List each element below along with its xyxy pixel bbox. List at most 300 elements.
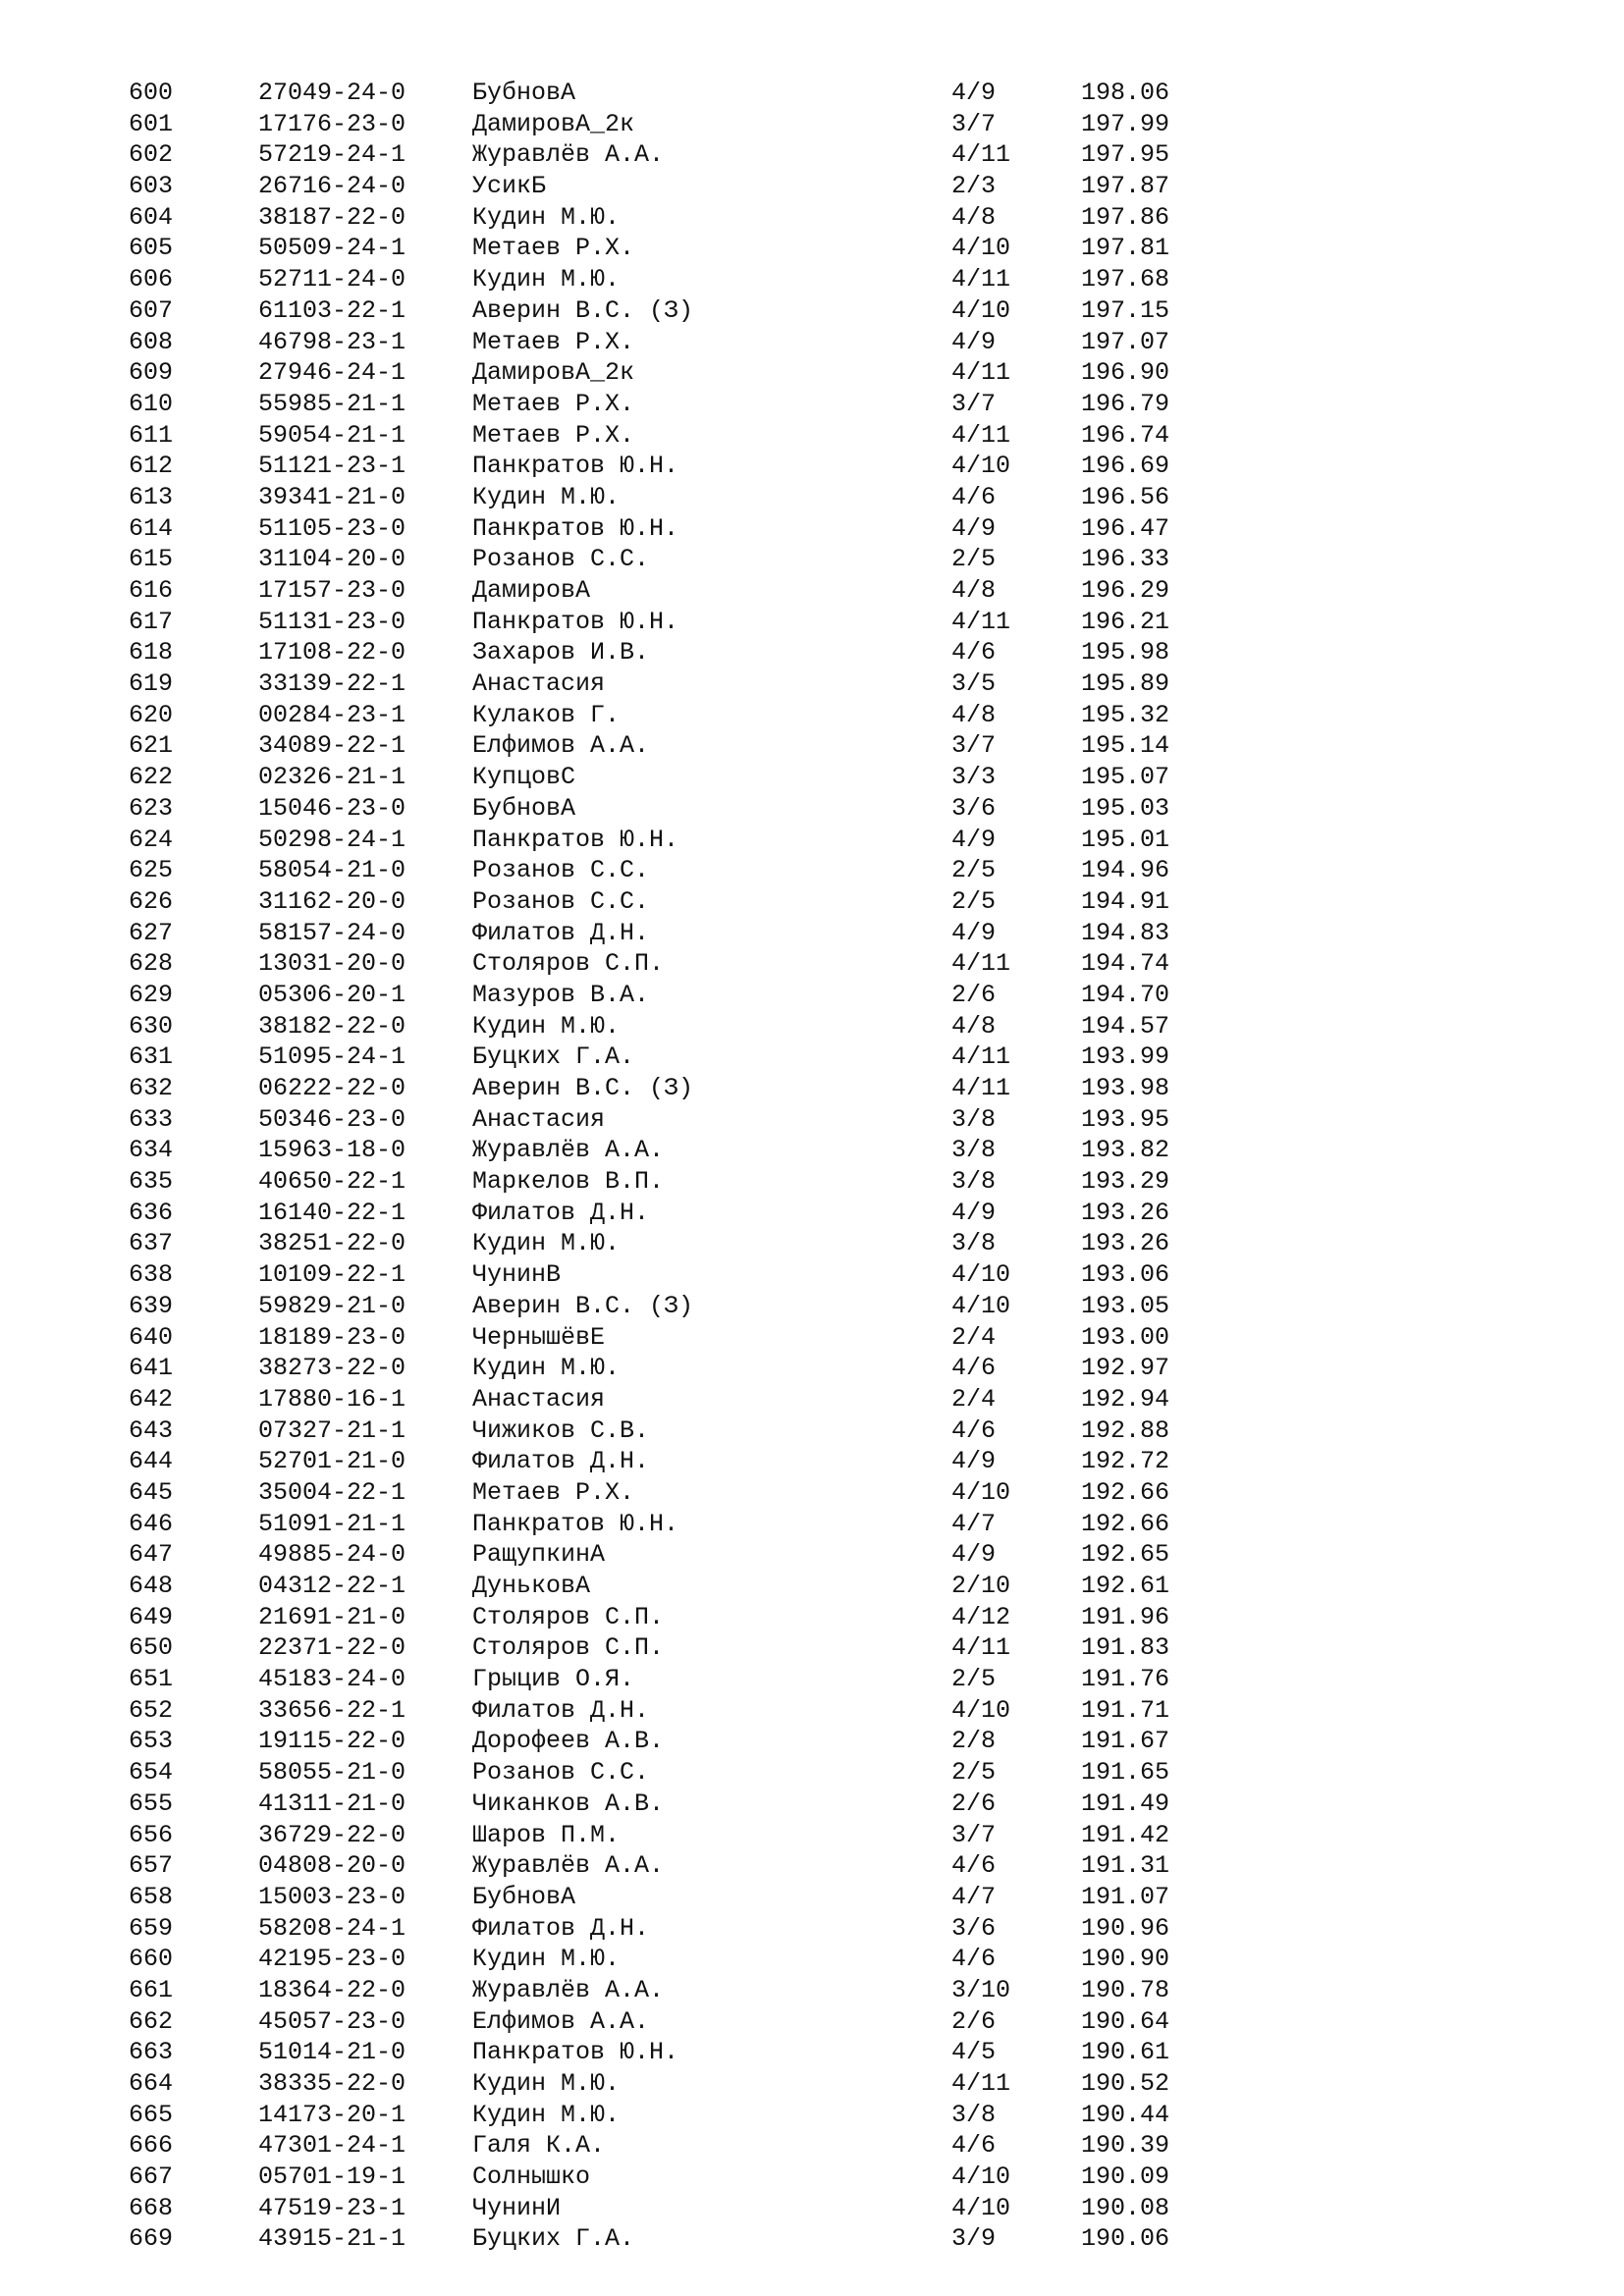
row-number: 622 <box>129 763 174 792</box>
row-number: 638 <box>129 1260 174 1290</box>
record-id: 04808-20-0 <box>258 1851 406 1881</box>
author-name: Журавлёв А.А. <box>472 1136 665 1165</box>
record-id: 50346-23-0 <box>258 1104 406 1134</box>
rating-value: 192.65 <box>1081 1540 1170 1570</box>
table-row <box>129 1353 1258 1384</box>
author-name: Журавлёв А.А. <box>472 1851 665 1881</box>
row-number: 669 <box>129 2224 174 2254</box>
record-id: 58055-21-0 <box>258 1758 406 1788</box>
author-name: БубновА <box>472 793 576 823</box>
rating-value: 190.09 <box>1081 2163 1170 2192</box>
row-number: 618 <box>129 638 174 667</box>
record-id: 38187-22-0 <box>258 202 406 232</box>
author-name: ДамировА_2к <box>472 109 635 138</box>
record-id: 14173-20-1 <box>258 2100 406 2129</box>
record-id: 47301-24-1 <box>258 2131 406 2161</box>
row-number: 624 <box>129 825 174 854</box>
table-row <box>129 980 1258 1011</box>
score-ratio: 4/8 <box>951 1011 997 1041</box>
author-name: Галя К.А. <box>472 2131 606 2161</box>
table-row <box>129 1726 1258 1757</box>
record-id: 38251-22-0 <box>258 1229 406 1258</box>
score-ratio: 4/10 <box>951 234 1011 263</box>
table-row <box>129 1820 1258 1851</box>
score-ratio: 4/11 <box>951 607 1011 636</box>
rating-value: 190.64 <box>1081 2006 1170 2036</box>
row-number: 615 <box>129 545 174 574</box>
row-number: 619 <box>129 669 174 699</box>
table-row <box>129 1446 1258 1477</box>
row-number: 620 <box>129 700 174 729</box>
score-ratio: 4/10 <box>951 1260 1011 1290</box>
results-table <box>129 78 1258 2255</box>
score-ratio: 4/7 <box>951 1882 997 1911</box>
record-id: 42195-23-0 <box>258 1945 406 1974</box>
record-id: 04312-22-1 <box>258 1572 406 1600</box>
row-number: 601 <box>129 109 174 138</box>
author-name: ЧунинВ <box>472 1260 562 1290</box>
score-ratio: 4/8 <box>951 202 997 232</box>
row-number: 652 <box>129 1695 174 1725</box>
rating-value: 192.72 <box>1081 1447 1170 1476</box>
author-name: Панкратов Ю.Н. <box>472 2038 679 2067</box>
row-number: 632 <box>129 1074 174 1102</box>
table-row <box>129 1632 1258 1664</box>
record-id: 39341-21-0 <box>258 482 406 511</box>
table-row <box>129 1602 1258 1633</box>
author-name: Панкратов Ю.Н. <box>472 825 679 854</box>
table-row <box>129 420 1258 452</box>
row-number: 640 <box>129 1322 174 1352</box>
author-name: Кудин М.Ю. <box>472 202 621 232</box>
author-name: Маркелов В.П. <box>472 1167 665 1197</box>
table-row <box>129 2037 1258 2068</box>
row-number: 617 <box>129 607 174 636</box>
author-name: ДамировА <box>472 576 591 605</box>
table-row <box>129 1913 1258 1945</box>
author-name: Аверин В.С. (З) <box>472 1074 694 1102</box>
record-id: 40650-22-1 <box>258 1167 406 1197</box>
table-row <box>129 1198 1258 1229</box>
rating-value: 196.21 <box>1081 607 1170 636</box>
row-number: 613 <box>129 482 174 511</box>
table-row <box>129 2068 1258 2100</box>
score-ratio: 4/10 <box>951 1291 1011 1320</box>
author-name: Буцких Г.А. <box>472 1042 635 1072</box>
row-number: 658 <box>129 1882 174 1911</box>
score-ratio: 4/9 <box>951 825 997 854</box>
author-name: Журавлёв А.А. <box>472 1975 665 2004</box>
score-ratio: 4/9 <box>951 1198 997 1227</box>
row-number: 611 <box>129 420 174 450</box>
record-id: 00284-23-1 <box>258 700 406 729</box>
row-number: 650 <box>129 1633 174 1663</box>
score-ratio: 2/5 <box>951 1758 997 1788</box>
row-number: 629 <box>129 980 174 1009</box>
record-id: 16140-22-1 <box>258 1198 406 1227</box>
row-number: 660 <box>129 1945 174 1974</box>
table-row <box>129 1975 1258 2006</box>
record-id: 50509-24-1 <box>258 234 406 263</box>
table-row <box>129 1415 1258 1447</box>
author-name: Розанов С.С. <box>472 886 650 916</box>
table-row <box>129 886 1258 918</box>
author-name: Елфимов А.А. <box>472 731 650 761</box>
author-name: Розанов С.С. <box>472 545 650 574</box>
table-row <box>129 1135 1258 1166</box>
record-id: 15963-18-0 <box>258 1136 406 1165</box>
rating-value: 193.29 <box>1081 1167 1170 1197</box>
score-ratio: 4/6 <box>951 1851 997 1881</box>
rating-value: 196.56 <box>1081 482 1170 511</box>
table-row <box>129 1011 1258 1042</box>
rating-value: 190.78 <box>1081 1975 1170 2004</box>
author-name: Кудин М.Ю. <box>472 2100 621 2129</box>
score-ratio: 4/10 <box>951 295 1011 325</box>
row-number: 604 <box>129 202 174 232</box>
record-id: 45183-24-0 <box>258 1665 406 1694</box>
table-row <box>129 389 1258 420</box>
score-ratio: 3/5 <box>951 669 997 699</box>
author-name: Мазуров В.А. <box>472 980 650 1009</box>
table-row <box>129 1384 1258 1415</box>
row-number: 668 <box>129 2193 174 2222</box>
table-row <box>129 171 1258 202</box>
table-row <box>129 1166 1258 1198</box>
author-name: Солнышко <box>472 2163 591 2192</box>
score-ratio: 2/6 <box>951 2006 997 2036</box>
record-id: 22371-22-0 <box>258 1633 406 1663</box>
author-name: Метаев Р.Х. <box>472 327 635 356</box>
row-number: 612 <box>129 452 174 481</box>
author-name: Панкратов Ю.Н. <box>472 1509 679 1538</box>
record-id: 38182-22-0 <box>258 1011 406 1041</box>
record-id: 15003-23-0 <box>258 1882 406 1911</box>
rating-value: 197.87 <box>1081 172 1170 201</box>
score-ratio: 4/11 <box>951 949 1011 979</box>
row-number: 608 <box>129 327 174 356</box>
score-ratio: 4/10 <box>951 1695 1011 1725</box>
row-number: 666 <box>129 2131 174 2161</box>
score-ratio: 2/6 <box>951 1789 997 1818</box>
record-id: 33139-22-1 <box>258 669 406 699</box>
table-row <box>129 482 1258 513</box>
author-name: Метаев Р.Х. <box>472 420 635 450</box>
score-ratio: 3/7 <box>951 389 997 418</box>
row-number: 636 <box>129 1198 174 1227</box>
rating-value: 197.15 <box>1081 295 1170 325</box>
score-ratio: 2/3 <box>951 172 997 201</box>
table-row <box>129 575 1258 607</box>
record-id: 46798-23-1 <box>258 327 406 356</box>
score-ratio: 4/11 <box>951 1042 1011 1072</box>
author-name: Анастасия <box>472 1384 606 1414</box>
row-number: 625 <box>129 856 174 885</box>
record-id: 57219-24-1 <box>258 140 406 170</box>
record-id: 18364-22-0 <box>258 1975 406 2004</box>
rating-value: 191.83 <box>1081 1633 1170 1663</box>
score-ratio: 2/10 <box>951 1572 1011 1600</box>
rating-value: 196.69 <box>1081 452 1170 481</box>
record-id: 58157-24-0 <box>258 918 406 947</box>
record-id: 35004-22-1 <box>258 1477 406 1507</box>
rating-value: 197.07 <box>1081 327 1170 356</box>
author-name: Столяров С.П. <box>472 1602 665 1631</box>
row-number: 646 <box>129 1509 174 1538</box>
record-id: 31162-20-0 <box>258 886 406 916</box>
table-row <box>129 1322 1258 1354</box>
rating-value: 191.71 <box>1081 1695 1170 1725</box>
row-number: 628 <box>129 949 174 979</box>
author-name: Филатов Д.Н. <box>472 1198 650 1227</box>
score-ratio: 2/4 <box>951 1322 997 1352</box>
rating-value: 190.61 <box>1081 2038 1170 2067</box>
score-ratio: 3/9 <box>951 2224 997 2254</box>
rating-value: 193.00 <box>1081 1322 1170 1352</box>
author-name: Елфимов А.А. <box>472 2006 650 2036</box>
author-name: Метаев Р.Х. <box>472 389 635 418</box>
author-name: Буцких Г.А. <box>472 2224 635 2254</box>
row-number: 614 <box>129 513 174 543</box>
row-number: 651 <box>129 1665 174 1694</box>
row-number: 649 <box>129 1602 174 1631</box>
score-ratio: 4/6 <box>951 482 997 511</box>
score-ratio: 3/8 <box>951 1104 997 1134</box>
author-name: ЧернышёвЕ <box>472 1322 606 1352</box>
table-row <box>129 730 1258 762</box>
author-name: Аверин В.С. (З) <box>472 295 694 325</box>
record-id: 38273-22-0 <box>258 1354 406 1383</box>
score-ratio: 2/6 <box>951 980 997 1009</box>
author-name: Анастасия <box>472 669 606 699</box>
table-row <box>129 2193 1258 2224</box>
score-ratio: 4/6 <box>951 1415 997 1445</box>
rating-value: 193.05 <box>1081 1291 1170 1320</box>
record-id: 13031-20-0 <box>258 949 406 979</box>
score-ratio: 4/11 <box>951 140 1011 170</box>
rating-value: 194.96 <box>1081 856 1170 885</box>
record-id: 18189-23-0 <box>258 1322 406 1352</box>
rating-value: 191.49 <box>1081 1789 1170 1818</box>
record-id: 06222-22-0 <box>258 1074 406 1102</box>
author-name: Филатов Д.Н. <box>472 1913 650 1943</box>
record-id: 51095-24-1 <box>258 1042 406 1072</box>
author-name: Розанов С.С. <box>472 1758 650 1788</box>
record-id: 05306-20-1 <box>258 980 406 1009</box>
record-id: 27946-24-1 <box>258 358 406 388</box>
rating-value: 190.39 <box>1081 2131 1170 2161</box>
score-ratio: 3/8 <box>951 2100 997 2129</box>
author-name: Панкратов Ю.Н. <box>472 452 679 481</box>
table-row <box>129 918 1258 949</box>
author-name: Панкратов Ю.Н. <box>472 513 679 543</box>
table-row <box>129 357 1258 389</box>
row-number: 621 <box>129 731 174 761</box>
row-number: 643 <box>129 1415 174 1445</box>
author-name: Кудин М.Ю. <box>472 1229 621 1258</box>
record-id: 34089-22-1 <box>258 731 406 761</box>
rating-value: 197.99 <box>1081 109 1170 138</box>
table-row <box>129 1695 1258 1727</box>
rating-value: 195.14 <box>1081 731 1170 761</box>
table-row <box>129 109 1258 140</box>
rating-value: 190.44 <box>1081 2100 1170 2129</box>
score-ratio: 4/6 <box>951 1354 997 1383</box>
row-number: 630 <box>129 1011 174 1041</box>
score-ratio: 4/6 <box>951 1945 997 1974</box>
record-id: 26716-24-0 <box>258 172 406 201</box>
score-ratio: 4/11 <box>951 1074 1011 1102</box>
author-name: Чиканков А.В. <box>472 1789 665 1818</box>
score-ratio: 4/5 <box>951 2038 997 2067</box>
table-row <box>129 793 1258 825</box>
score-ratio: 4/9 <box>951 918 997 947</box>
rating-value: 195.32 <box>1081 700 1170 729</box>
row-number: 647 <box>129 1540 174 1570</box>
score-ratio: 3/7 <box>951 731 997 761</box>
table-row <box>129 668 1258 700</box>
score-ratio: 4/10 <box>951 1477 1011 1507</box>
table-row <box>129 544 1258 575</box>
record-id: 17108-22-0 <box>258 638 406 667</box>
record-id: 33656-22-1 <box>258 1695 406 1725</box>
row-number: 600 <box>129 79 174 107</box>
rating-value: 191.76 <box>1081 1665 1170 1694</box>
author-name: Филатов Д.Н. <box>472 1447 650 1476</box>
rating-value: 192.66 <box>1081 1477 1170 1507</box>
rating-value: 195.07 <box>1081 763 1170 792</box>
score-ratio: 4/6 <box>951 638 997 667</box>
row-number: 627 <box>129 918 174 947</box>
author-name: Столяров С.П. <box>472 949 665 979</box>
table-row <box>129 1850 1258 1882</box>
score-ratio: 2/8 <box>951 1727 997 1756</box>
table-row <box>129 1882 1258 1913</box>
rating-value: 196.79 <box>1081 389 1170 418</box>
score-ratio: 3/8 <box>951 1229 997 1258</box>
score-ratio: 2/5 <box>951 1665 997 1694</box>
row-number: 662 <box>129 2006 174 2036</box>
table-row <box>129 948 1258 980</box>
table-row <box>129 1291 1258 1322</box>
rating-value: 197.95 <box>1081 140 1170 170</box>
score-ratio: 3/3 <box>951 763 997 792</box>
rating-value: 197.68 <box>1081 265 1170 294</box>
score-ratio: 4/8 <box>951 700 997 729</box>
row-number: 657 <box>129 1851 174 1881</box>
score-ratio: 4/10 <box>951 452 1011 481</box>
row-number: 656 <box>129 1820 174 1849</box>
author-name: ДуньковА <box>472 1572 591 1600</box>
rating-value: 194.83 <box>1081 918 1170 947</box>
rating-value: 193.82 <box>1081 1136 1170 1165</box>
table-row <box>129 2162 1258 2193</box>
record-id: 51091-21-1 <box>258 1509 406 1538</box>
rating-value: 196.47 <box>1081 513 1170 543</box>
author-name: Аверин В.С. (З) <box>472 1291 694 1320</box>
rating-value: 191.65 <box>1081 1758 1170 1788</box>
rating-value: 191.42 <box>1081 1820 1170 1849</box>
rating-value: 191.31 <box>1081 1851 1170 1881</box>
record-id: 38335-22-0 <box>258 2069 406 2098</box>
table-row <box>129 1259 1258 1291</box>
record-id: 59829-21-0 <box>258 1291 406 1320</box>
score-ratio: 4/11 <box>951 265 1011 294</box>
score-ratio: 2/4 <box>951 1384 997 1414</box>
rating-value: 194.57 <box>1081 1011 1170 1041</box>
row-number: 610 <box>129 389 174 418</box>
author-name: БубновА <box>472 79 576 107</box>
author-name: УсикБ <box>472 172 547 201</box>
row-number: 623 <box>129 793 174 823</box>
rating-value: 194.70 <box>1081 980 1170 1009</box>
row-number: 635 <box>129 1167 174 1197</box>
row-number: 654 <box>129 1758 174 1788</box>
row-number: 609 <box>129 358 174 388</box>
rating-value: 193.99 <box>1081 1042 1170 1072</box>
table-row <box>129 2006 1258 2038</box>
score-ratio: 4/10 <box>951 2193 1011 2222</box>
author-name: Захаров И.В. <box>472 638 650 667</box>
table-row <box>129 1944 1258 1975</box>
record-id: 27049-24-0 <box>258 79 406 107</box>
record-id: 36729-22-0 <box>258 1820 406 1849</box>
row-number: 631 <box>129 1042 174 1072</box>
table-row <box>129 1757 1258 1789</box>
record-id: 52701-21-0 <box>258 1447 406 1476</box>
author-name: Розанов С.С. <box>472 856 650 885</box>
score-ratio: 2/5 <box>951 886 997 916</box>
table-row <box>129 1041 1258 1073</box>
record-id: 07327-21-1 <box>258 1415 406 1445</box>
table-row <box>129 264 1258 295</box>
row-number: 644 <box>129 1447 174 1476</box>
record-id: 58054-21-0 <box>258 856 406 885</box>
row-number: 616 <box>129 576 174 605</box>
rating-value: 194.74 <box>1081 949 1170 979</box>
rating-value: 192.88 <box>1081 1415 1170 1445</box>
score-ratio: 4/11 <box>951 1633 1011 1663</box>
author-name: Метаев Р.Х. <box>472 1477 635 1507</box>
score-ratio: 4/11 <box>951 358 1011 388</box>
author-name: КупцовС <box>472 763 576 792</box>
record-id: 51131-23-0 <box>258 607 406 636</box>
rating-value: 193.26 <box>1081 1198 1170 1227</box>
score-ratio: 3/6 <box>951 793 997 823</box>
row-number: 667 <box>129 2163 174 2192</box>
rating-value: 198.06 <box>1081 79 1170 107</box>
score-ratio: 4/9 <box>951 79 997 107</box>
row-number: 626 <box>129 886 174 916</box>
author-name: Кудин М.Ю. <box>472 2069 621 2098</box>
author-name: Чижиков С.В. <box>472 1415 650 1445</box>
row-number: 605 <box>129 234 174 263</box>
score-ratio: 4/11 <box>951 2069 1011 2098</box>
table-row <box>129 202 1258 234</box>
author-name: Кудин М.Ю. <box>472 482 621 511</box>
author-name: Кулаков Г. <box>472 700 621 729</box>
score-ratio: 4/9 <box>951 327 997 356</box>
record-id: 31104-20-0 <box>258 545 406 574</box>
row-number: 637 <box>129 1229 174 1258</box>
table-row <box>129 1104 1258 1136</box>
score-ratio: 3/8 <box>951 1167 997 1197</box>
table-row <box>129 327 1258 358</box>
rating-value: 192.66 <box>1081 1509 1170 1538</box>
table-row <box>129 825 1258 856</box>
score-ratio: 4/12 <box>951 1602 1011 1631</box>
table-row <box>129 139 1258 171</box>
